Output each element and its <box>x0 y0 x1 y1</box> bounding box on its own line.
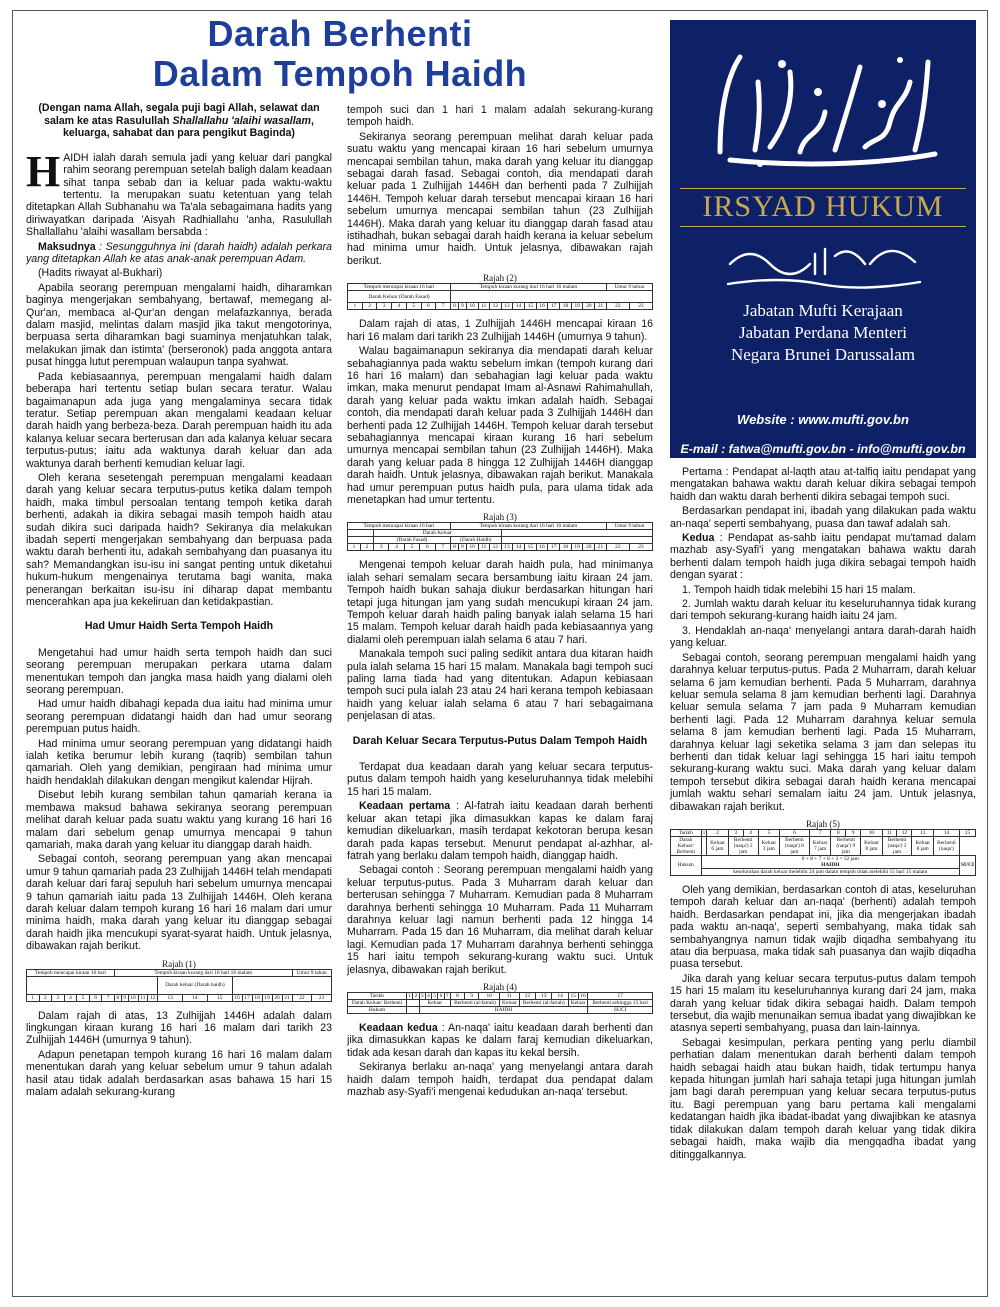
table-cell: SUCI <box>960 855 976 875</box>
table-cell: Darah Keluar <box>374 530 502 537</box>
day-number-cell: 12 <box>148 994 158 1001</box>
section-heading: Darah Keluar Secara Terputus-Putus Dalam Tempoh Haidh <box>352 734 648 747</box>
date-cell: 11 <box>500 992 519 999</box>
paragraph: Pada kebiasaannya, perempuan mengalami haidh dalam beberapa hari tertentu setiap bulan secara teratur. Walau bagaimanapun ada juga yang mengalaminya secara tidak teratur. Setiap perempuan akan mengalami keadaan keluar darah haidh yang berbeza-beza. Darah perempuan haidh itu ada kalanya keluar secara berterusan dan ada kalanya keluar secara terputus-putus; iaitu ada waktunya darah keluar dan ada waktunya darah berhenti kemudian keluar lagi. <box>26 370 332 470</box>
day-number-cell: 8 <box>114 994 121 1001</box>
day-number-cell: 14 <box>183 994 208 1001</box>
intro-part-a: (Dengan nama Allah, segala puji bagi Allah, selawat dan salam ke atas Rasulullah <box>38 102 320 127</box>
rajah-table <box>347 283 653 310</box>
day-number-cell: 11 <box>138 994 148 1001</box>
day-number-cell: 10 <box>128 994 138 1001</box>
table-row <box>348 544 653 551</box>
table-cell: Keluar 8 jam <box>912 836 933 855</box>
list-item: 2. Jumlah waktu darah keluar itu keseluruhannya tidak kurang dari tempoh sekurang-kurang haidh iaitu 24 jam. <box>670 598 976 623</box>
table-cell: (Darah Haidh) <box>450 537 501 544</box>
date-cell: 4 <box>743 829 758 836</box>
table-cell: Berhenti (naqa') 9 jam <box>831 836 861 855</box>
table-row <box>348 992 653 999</box>
paragraph <box>347 1022 653 1059</box>
day-number-cell: 3 <box>377 303 392 310</box>
paragraph: Disebut lebih kurang sembilan tahun qamariah kerana ia membawa maksud bahawa sekiranya seorang perempuan melihat darah keluar pada suatu waktu yang kurang 16 hari 16 malam dari sebelum genap umurnya mencapai 9 tahun qamariah, maka darah yang keluar itu dianggap darah haidh. <box>26 789 332 851</box>
paragraph: Sekiranya seorang perempuan melihat darah keluar pada suatu waktu yang mencapai kiraan 16 hari sebelum umurnya mencapai sembilan tahun, maka darah yang keluar itu dianggap sebagai darah fasad. Sebagai contoh, dia mendapati darah keluar pada 1 Zulhijjah 1446H dan berhenti pada 7 Zulhijjah 1446H. Tempoh keluar darah tersebut mencapai kiraan 16 hari sebelum umurnya mencapai sembilan tahun (23 Zulhijjah 1446H). Maka darah yang keluar itu dianggap darah fasad atau istihadhah, bukan sebagai darah haidh kerana ia keluar sebelum had minima umur haidh. Untuk jelasnya, dibawakan rajah berikut. <box>347 130 653 267</box>
table-cell <box>407 999 420 1006</box>
table-cell <box>27 976 158 994</box>
date-cell: 15 <box>568 992 578 999</box>
paragraph-label: Kedua <box>682 532 715 545</box>
date-cell: 5 <box>433 992 437 999</box>
day-number-cell: 9 <box>458 544 466 551</box>
day-number-cell: 15 <box>207 994 232 1001</box>
day-number-cell: 16 <box>536 544 548 551</box>
day-number-cell: 2 <box>39 994 52 1001</box>
date-cell: 6 <box>439 992 443 999</box>
day-number-cell: 15 <box>525 303 537 310</box>
table-row <box>671 829 976 836</box>
intro-part-c: , keluarga, sahabat dan para pengikut Baginda) <box>63 114 314 140</box>
rajah-caption: Rajah (2) <box>483 273 517 284</box>
day-number-cell: 4 <box>392 303 407 310</box>
paragraph-label: Keadaan kedua <box>359 1021 438 1034</box>
gold-rule-bottom <box>680 226 966 227</box>
table-cell: Keluar 6 jam <box>707 836 728 855</box>
table-cell: Darah Keluar/ Berhenti <box>671 836 702 855</box>
day-number-cell: 16 <box>232 994 242 1001</box>
table-cell: Umur 9 tahun <box>606 523 652 530</box>
date-cell: 12 <box>519 992 535 999</box>
table-cell: Keluar 3 jam <box>758 836 779 855</box>
day-number-cell: 21 <box>282 994 292 1001</box>
table-cell: HAIDH <box>419 1006 588 1013</box>
paragraph: Sebagai contoh, seorang perempuan yang akan mencapai umur 9 tahun qamariah pada 23 Zulhijjah 1446H telah mendapati darah keluar dari faraj sepuluh hari sebelum umurnya mencapai 9 tahun qamariah iaitu pada 13 Zulhijjah 1446H. Oleh kerana darah keluar dalam tempoh kurang 16 hari 16 malam dari umur minima haidh, maka darah yang keluar itu dianggap sebagai darah haidh jika mencukupi syarat-syarat haidh. Untuk jelasnya, dibawakan rajah berikut. <box>26 853 332 953</box>
date-cell: 6 <box>780 829 810 836</box>
paragraph-text: : An-naqa' iaitu keadaan darah berhenti dan jika dimasukkan kapas ke dalam faraj kemudian dikeluarkan, tidak ada kesan darah dan kapas itu kekal bersih. <box>347 1021 653 1059</box>
date-cell: 16 <box>578 992 588 999</box>
paragraph-text: AIDH ialah darah semula jadi yang keluar dari pangkal rahim seorang perempuan setelah baligh dalam keadaan sihat tanpa sebab dan ia keluar pada waktu-waktu tertentu. Ia merupakan suatu ketentuan yang telah ditetapkan Allah Subhanahu wa Ta'ala sebagaimana hadits yang diriwayatkan daripada 'Aisyah Radhiallahu 'anha, Rasulullah Shallallahu 'alaihi wasallam bersabda : <box>26 151 332 239</box>
date-cell: 10 <box>479 992 500 999</box>
rajah-1 <box>26 959 332 1002</box>
table-cell: (Darah Fasad) <box>374 537 451 544</box>
table-cell: Tempoh kiraan kurang dari 16 hari 16 malam <box>450 284 606 291</box>
day-number-cell: 22 <box>606 303 629 310</box>
day-number-cell: 11 <box>478 303 489 310</box>
rajah-table <box>670 829 976 876</box>
table-cell: Berhenti (al-fatrah) <box>450 999 499 1006</box>
agency-line-2: Jabatan Perdana Menteri <box>738 323 908 342</box>
day-number-cell: 10 <box>466 303 478 310</box>
rajah-table <box>347 522 653 551</box>
table-cell: Darah Keluar/ Berhenti <box>348 999 407 1006</box>
date-cell: 14 <box>933 829 959 836</box>
day-number-cell: 12 <box>489 544 501 551</box>
table-cell <box>348 530 374 537</box>
date-cell: 15 <box>960 829 976 836</box>
paragraph: Pertama : Pendapat al-laqth atau at-talfiq iaitu pendapat yang mengatakan bahawa waktu darah keluar dikira sebagai tempoh haidh dan waktu darah berhenti dikira sebagai tempoh suci. <box>670 466 976 503</box>
table-row <box>671 836 976 855</box>
day-number-cell: 9 <box>458 303 466 310</box>
date-cell: 2 <box>707 829 728 836</box>
day-number-cell: 20 <box>583 303 595 310</box>
drop-cap: H <box>26 146 61 196</box>
table-cell: Darah keluar (Darah haidh) <box>158 976 232 994</box>
paragraph: (Hadits riwayat al-Bukhari) <box>38 267 163 280</box>
day-number-cell: 5 <box>77 994 90 1001</box>
paragraph: Adapun penetapan tempoh kurang 16 hari 16 malam dalam menentukan darah yang keluar sebelum umur 9 tahun adalah hasil atau tidak adalah berdasarkan asas bahawa 15 hari 15 malam adalah sekurang-kurang <box>26 1048 332 1098</box>
paragraph <box>26 146 332 239</box>
paragraph: tempoh suci dan 1 hari 1 malam adalah sekurang-kurang tempoh haidh. <box>347 104 653 129</box>
day-number-cell: 9 <box>121 994 128 1001</box>
day-number-cell: 18 <box>560 544 572 551</box>
table-cell: Tempoh kiraan kurang dari 16 hari 16 malam <box>114 969 292 976</box>
rajah-table <box>26 969 332 1002</box>
day-number-cell: 8 <box>450 544 458 551</box>
day-number-cell: 13 <box>501 303 513 310</box>
paragraph: Sebagai contoh : Seorang perempuan mengalami haidh yang keluar terputus-putus. Pada 3 Muharram darah keluar dan berterusan sehingga 7 Muharram. Kemudian pada 8 Muharram darahnya berhenti sehingga 10 Muharram. Pada 11 Muharram darahnya keluar lagi namun berhenti pada 12 hingga 14 Muharram. Pada 15 dan 16 Muharram, dia melihat darah keluar lagi. Kemudian pada 17 Muharram darahnya berhenti sehingga 15 hari iaitu tempoh sekurang-kurang waktu suci. Untuk jelasnya, dibawakan rajah berikut. <box>347 864 653 976</box>
paragraph: Had minima umur seorang perempuan yang didatangi haidh ialah ketika berumur lebih kurang (taqrib) sembilan tahun qamariah. Oleh yang demikian, pengiraan had minima umur haidh hendaklah dilakukan dengan mengikut kalendar Hijrah. <box>26 737 332 787</box>
day-number-cell: 2 <box>361 544 374 551</box>
day-number-cell: 16 <box>536 303 548 310</box>
rajah-caption: Rajah (4) <box>483 981 517 992</box>
date-cell: 4 <box>427 992 430 999</box>
table-cell: Hukum <box>348 1006 407 1013</box>
paragraph: Dalam rajah di atas, 13 Zulhijjah 1446H adalah dalam lingkungan kiraan kurang 16 hari 16 malam dari tarikh 23 Zulhijjah 1446H (umurnya 9 tahun). <box>26 1009 332 1047</box>
table-cell <box>501 530 652 537</box>
title-line-2: Dalam Tempoh Haidh <box>152 53 528 94</box>
date-cell: 12 <box>897 829 912 836</box>
table-row <box>348 1006 653 1013</box>
day-number-cell: 6 <box>421 303 436 310</box>
day-number-cell: 7 <box>435 544 450 551</box>
day-number-cell: 14 <box>513 544 525 551</box>
table-cell <box>232 976 331 994</box>
title-line-1: Darah Berhenti <box>207 13 473 54</box>
day-number-cell: 11 <box>478 544 489 551</box>
table-cell <box>501 537 652 544</box>
paragraph: Terdapat dua keadaan darah yang keluar secara terputus-putus dalam tempoh haidh yang keseluruhannya tidak melebihi 15 hari 15 malam. <box>347 761 653 798</box>
day-number-cell: 3 <box>374 544 389 551</box>
rajah-caption: Rajah (1) <box>162 958 196 969</box>
day-number-cell: 15 <box>525 544 537 551</box>
column-2 <box>347 104 653 1297</box>
day-number-cell: 1 <box>27 994 40 1001</box>
column-3 <box>670 466 976 1296</box>
day-number-cell: 19 <box>571 544 583 551</box>
date-cell: 7 <box>445 992 449 999</box>
sum-text: 6 + 8 + 7 + 8 + 3 = 32 jam <box>801 855 859 862</box>
day-number-cell: 2 <box>362 303 377 310</box>
day-number-cell: 8 <box>450 303 458 310</box>
table-cell: Umur 9 tahun <box>606 284 652 291</box>
day-number-cell: 1 <box>348 544 361 551</box>
table-cell: Berhenti (naqa') <box>933 836 959 855</box>
table-cell: keseluruhan darah keluar melebihi 24 jam dalam tempoh tidak melebihi 15 hari 15 malam <box>701 868 959 875</box>
table-cell: Keluar 7 jam <box>809 836 830 855</box>
rajah-3 <box>347 512 653 551</box>
paragraph: Mengenai tempoh keluar darah haidh pula, had minimanya ialah sehari semalam secara bersambung iaitu kiraan 24 jam. Tempoh haidh bukan sahaja diukur berdasarkan hitungan hari tetapi juga hitungan jam yang sudah mencukupi kiraan 24 jam. Tempoh keluar darah haidh paling banyak ialah selama 15 hari 15 malam. Tempoh keluar darah haidh pada kebiasaannya yang dialami oleh perempuan ialah selama 6 atau 7 hari. <box>347 559 653 646</box>
table-cell <box>450 291 652 303</box>
date-cell: 9 <box>465 992 479 999</box>
intro-blessing <box>26 102 332 140</box>
date-cell: 13 <box>912 829 933 836</box>
date-cell: 8 <box>450 992 464 999</box>
logo-name: IRSYAD HUKUM <box>702 190 944 223</box>
table-cell: Keluar <box>500 999 519 1006</box>
date-cell: 3 <box>728 829 743 836</box>
table-cell: Tempoh kiraan kurang dari 16 hari 16 malam <box>450 523 606 530</box>
day-number-cell: 17 <box>548 303 560 310</box>
table-cell <box>407 1006 420 1013</box>
day-number-cell: 20 <box>272 994 282 1001</box>
paragraph-label: Keadaan pertama <box>359 800 451 813</box>
day-number-cell: 20 <box>583 544 595 551</box>
list-item: 3. Hendaklah an-naqa' menyelangi antara darah-darah haidh yang keluar. <box>670 624 976 650</box>
website-link[interactable]: Website : www.mufti.gov.bn <box>737 412 909 427</box>
table-cell: Keluar <box>419 999 450 1006</box>
date-cell: 7 <box>809 829 830 836</box>
column-1 <box>26 102 332 1297</box>
paragraph-text: : Al-fatrah iaitu keadaan darah berhenti keluar akan tetapi jika dimasukkan kapas ke dalam faraj kemudian dikeluarkan, masih terdapat kekotoran berupa kesan darah pada kapas tersebut. Menurut pendapat al-azhhar, al-fatrah yang berlaku dalam tempoh haidh, dianggap haidh. <box>347 800 653 862</box>
rajah-caption: Rajah (5) <box>806 818 840 829</box>
paragraph: Sekiranya berlaku an-naqa' yang menyelangi antara darah haidh dalam tempoh haidh, terdapat dua pendapat dalam mazhab asy-Syafi'i mengenai kedudukan an-naqa' tersebut. <box>347 1061 653 1098</box>
day-number-cell: 22 <box>292 994 312 1001</box>
table-cell: Berhenti sehingga 15 hari <box>588 999 653 1006</box>
haidh-text: HAIDH <box>821 861 840 868</box>
date-cell: 14 <box>552 992 568 999</box>
date-cell: 5 <box>758 829 779 836</box>
rajah-caption: Rajah (3) <box>483 512 517 523</box>
date-cell: 1 <box>702 829 706 836</box>
paragraph: Berdasarkan pendapat ini, ibadah yang dilakukan pada waktu an-naqa' seperti sembahyang, puasa dan tawaf adalah sah. <box>670 505 976 530</box>
paragraph-text: : Pendapat as-sahb iaitu pendapat mu'tamad dalam mazhab asy-Syafi'i yang mengatakan bahawa waktu darah berhenti dalam tempoh haidh juga dikira sebagai tempoh haidh dengan syarat : <box>670 532 976 582</box>
email-link[interactable]: E-mail : fatwa@mufti.gov.bn - info@mufti.gov.bn <box>680 442 966 456</box>
paragraph: Oleh kerana sesetengah perempuan mengalami keadaan darah yang keluar secara terputus-putus ketika dalam tempoh haidh, maka timbul persoalan tentang tempoh ketika darah berhenti, adakah ia dikira sebagai masih tempoh haidh atau sudah dikira suci daripada haidh? Sekiranya dia melakukan ibadah seperti mengerjakan sembahyang dan berpuasa pada waktu darah berhenti itu, adakah sembahyang dan puasanya itu sah? Memandangkan isu-isu ini sangat penting untuk diketahui hukum-hukum mengenainya terutama bagi wanita, maka penerangan berkaitan isu-isu ini diharap dapat membantu mencerahkan apa jua kekeliruan dan ketidakpastian. <box>26 471 332 608</box>
day-number-cell: 18 <box>560 303 572 310</box>
table-row <box>671 855 976 868</box>
day-number-cell: 7 <box>436 303 451 310</box>
day-number-cell: 7 <box>102 994 115 1001</box>
section-heading: Had Umur Haidh Serta Tempoh Haidh <box>84 620 274 633</box>
table-cell: Keluar 8 jam <box>861 836 882 855</box>
rajah-table <box>347 992 653 1014</box>
rajah-2 <box>347 273 653 310</box>
table-row <box>348 999 653 1006</box>
rajah-4 <box>347 982 653 1014</box>
paragraph <box>670 532 976 582</box>
table-row <box>671 868 976 875</box>
table-cell <box>348 537 374 544</box>
day-number-cell: 19 <box>262 994 272 1001</box>
date-cell: 10 <box>861 829 882 836</box>
day-number-cell: 6 <box>89 994 102 1001</box>
day-number-cell: 14 <box>513 303 525 310</box>
table-cell: Umur 9 tahun <box>292 969 331 976</box>
day-number-cell: 17 <box>242 994 252 1001</box>
paragraph: Mengetahui had umur haidh serta tempoh haidh dan suci seorang perempuan merupakan perkara utama dalam menentukan tempoh dan jangka masa haidh yang dialami oleh seorang perempuan. <box>26 646 332 697</box>
table-row <box>348 303 653 310</box>
paragraph: Dalam rajah di atas, 1 Zulhijjah 1446H mencapai kiraan 16 hari 16 malam dari tarikh 23 Zulhijjah 1446H (umurnya 9 tahun). <box>347 318 653 343</box>
day-number-cell: 6 <box>420 544 435 551</box>
day-number-cell: 1 <box>348 303 363 310</box>
table-cell: Darah Keluar (Darah Fasad) <box>348 291 451 303</box>
date-cell: 2 <box>414 992 418 999</box>
day-number-cell: 23 <box>312 994 332 1001</box>
day-number-cell: 12 <box>489 303 501 310</box>
table-cell: Keluar <box>568 999 587 1006</box>
date-cell: 3 <box>420 992 424 999</box>
paragraph: Sebagai contoh, seorang perempuan mengalami haidh yang darahnya keluar terputus-putus. Pada 2 Muharram, darah keluar selama 6 jam kemudian berhenti. Pada 5 Muharram, darahnya keluar semula selama 8 jam kemudian berhenti lagi. Darahnya keluar semula selama 7 jam pada 9 Muharram kemudian berhenti lagi. Pada 12 Muharram darahnya keluar semula selama 8 jam kemudian berhenti lagi. Pada 15 Muharram, darahnya keluar lagi seketika selama 3 jam dan selepas itu berhenti dan tidak keluar lagi sehingga 15 hari iaitu tempoh sekurang-kurang waktu suci. Maka darah yang keluar dalam tempoh tersebut dikira sebagai darah haidh kerana mencapai jumlah waktu sehari semalam iaitu 24 jam. Untuk jelasnya, dibawakan rajah berikut. <box>670 651 976 813</box>
day-number-cell: 4 <box>64 994 77 1001</box>
paragraph: Apabila seorang perempuan mengalami haidh, diharamkan baginya mengerjakan sembahyang, bertawaf, memegang al-Qur'an, membaca al-Qur'an dengan melafazkannya, berada dalam masjid, melintas dalam masjid jika takut mengotorinya, berpuasa serta diharamkan bagi suaminya menjatuhkan talak, melakukan jimak dan istimta' (berseronok) pada anggota antara pusat hingga lutut perempuan walaupun tanpa syahwat. <box>26 281 332 369</box>
paragraph: Sebagai kesimpulan, perkara penting yang perlu diambil perhatian dalam menentukan darah berhenti dalam tempoh haidh sebagai haidh atau bukan haidh, tidak tertumpu hanya kepada hitungan jumlah hari sahaja tetapi juga hitungan jumlah jam bagi darah perempuan yang keluar secara terputus-putus itu. Bagi perempuan yang baru pertama kali mengalami kedatangan haidh jika ibadat-ibadat yang diwajibkan ke atasnya tidak dilakukan dalam tempoh darah keluar yang tidak dikira sebagai haidh, maka wajib dia mengqadha ibadat yang ditinggalkannya. <box>670 1036 976 1161</box>
intro-part-b: Shallallahu 'alaihi wasallam <box>172 114 311 127</box>
arabic-calligraphy-icon <box>700 42 946 172</box>
date-cell: 11 <box>882 829 897 836</box>
jawi-script-icon <box>720 234 926 294</box>
day-number-cell: 18 <box>252 994 262 1001</box>
list-item: 1. Tempoh haidh tidak melebihi 15 hari 15 malam. <box>682 583 916 596</box>
day-number-cell: 13 <box>158 994 183 1001</box>
day-number-cell: 5 <box>406 303 421 310</box>
irsyad-hukum-logo <box>670 20 976 458</box>
paragraph: Oleh yang demikian, berdasarkan contoh di atas, keseluruhan tempoh darah keluar dan an-naqa' (berhenti) adalah tempoh haidh. Berdasarkan pendapat ini, jika dia mengerjakan ibadah pada waktu an-naqa', seperti sembahyang, maka tidak sah sembahyangnya namun tidak wajib diqadha sembahyang itu atau dia berpuasa, maka tidak sah puasanya dan wajib diqadha puasa tersebut. <box>670 883 976 971</box>
day-number-cell: 13 <box>501 544 513 551</box>
paragraph <box>347 800 653 862</box>
paragraph <box>26 241 332 266</box>
table-cell: Tarikh <box>348 992 407 999</box>
agency-line-1: Jabatan Mufti Kerajaan <box>743 301 903 320</box>
day-number-cell: 17 <box>548 544 560 551</box>
paragraph: Manakala tempoh suci paling sedikit antara dua kitaran haidh pula ialah selama 15 hari 15 malam. Manakala bagi tempoh suci paling lama tiada had yang ditentukan. Adapun kebiasaan tempoh suci pula ialah 23 atau 24 hari kerana tempoh kebiasaan haidh yang keluar ialah selama 6 atau 7 hari sebagaimana penjelasan di atas. <box>347 648 653 723</box>
date-cell: 17 <box>588 992 653 999</box>
page-title <box>20 14 660 94</box>
day-number-cell: 19 <box>571 303 583 310</box>
day-number-cell: 10 <box>466 544 478 551</box>
day-number-cell: 21 <box>595 303 607 310</box>
day-number-cell: 3 <box>52 994 65 1001</box>
date-cell: 13 <box>536 992 552 999</box>
paragraph-label: Maksudnya <box>38 240 96 253</box>
table-cell: Tarikh <box>671 829 702 836</box>
day-number-cell: 4 <box>389 544 404 551</box>
table-cell <box>701 855 959 868</box>
day-number-cell: 5 <box>404 544 419 551</box>
date-cell: 9 <box>846 829 861 836</box>
table-cell: Hukum <box>671 855 702 875</box>
table-cell: Berhenti (naqa') 3 jam <box>882 836 912 855</box>
table-row <box>27 994 332 1001</box>
day-number-cell: 21 <box>595 544 607 551</box>
table-cell: Tempoh mencapai kiraan 16 hari <box>348 523 451 530</box>
day-number-cell: 23 <box>629 544 652 551</box>
paragraph: Walau bagaimanapun sekiranya dia mendapati darah keluar sebahagiannya pada waktu sebelum imkan (tempoh kurang dari 16 hari 16 malam) dan sebahagian lagi keluar pada waktu imkan, maka menurut pendapat Imam al-Asnawi Rahimahullah, darah yang keluar pada waktu imkan adalah haidh. Sebagai contoh, dia mendapati darah keluar pada 3 Zulhijjah 1446H dan berhenti pada 12 Zulhijjah 1446H. Tempoh keluar darah tersebut sebahagiannya mencapai kiraan kurang 16 hari sebelum umurnya mencapai sembilan tahun (23 Zulhijjah 1446H). Maka darah yang keluar pada 8 hingga 12 Zulhijjah 1446H dianggap darah haidh. Untuk jelasnya, dibawakan rajah berikut. Manakala had umur perempuan putus haidh pula, para ulama tidak ada menetapkan had umur tertentu. <box>347 345 653 506</box>
table-cell: Berhenti (al-fatrah) <box>519 999 568 1006</box>
day-number-cell: 22 <box>606 544 629 551</box>
table-cell: Berhenti (naqa') 8 jam <box>780 836 810 855</box>
agency-line-3: Negara Brunei Darussalam <box>730 345 916 364</box>
rajah-5 <box>670 819 976 876</box>
paragraph: Had umur haidh dibahagi kepada dua iaitu had minima umur seorang perempuan didatangi haidh dan had umur seorang perempuan putus haidh. <box>26 698 332 736</box>
table-cell: Berhenti (naqa') 2 jam <box>728 836 758 855</box>
table-cell: Tempoh mencapai kiraan 16 hari <box>348 284 451 291</box>
agency-block <box>670 300 976 366</box>
day-number-cell: 23 <box>629 303 652 310</box>
paragraph: Jika darah yang keluar secara terputus-putus dalam tempoh 15 hari 15 malam itu keseluruhannya kurang dari 24 jam, maka darah yang keluar tidak dikira sebagai haidh. Dalam tempoh tersebut, dia wajib menunaikan semua ibadat yang diwajibkan ke atasnya seperti sembahyang, puasa dan lain-lainnya. <box>670 972 976 1035</box>
date-cell: 8 <box>831 829 846 836</box>
date-cell: 1 <box>408 992 411 999</box>
table-cell: Tempoh mencapai kiraan 16 hari <box>27 969 115 976</box>
gold-rule-top <box>680 188 966 189</box>
table-cell: SUCI <box>588 1006 653 1013</box>
paragraph-text: : Sesungguhnya ini (darah haidh) adalah perkara yang ditetapkan Allah ke atas anak-anak perempuan Adam. <box>26 240 332 266</box>
